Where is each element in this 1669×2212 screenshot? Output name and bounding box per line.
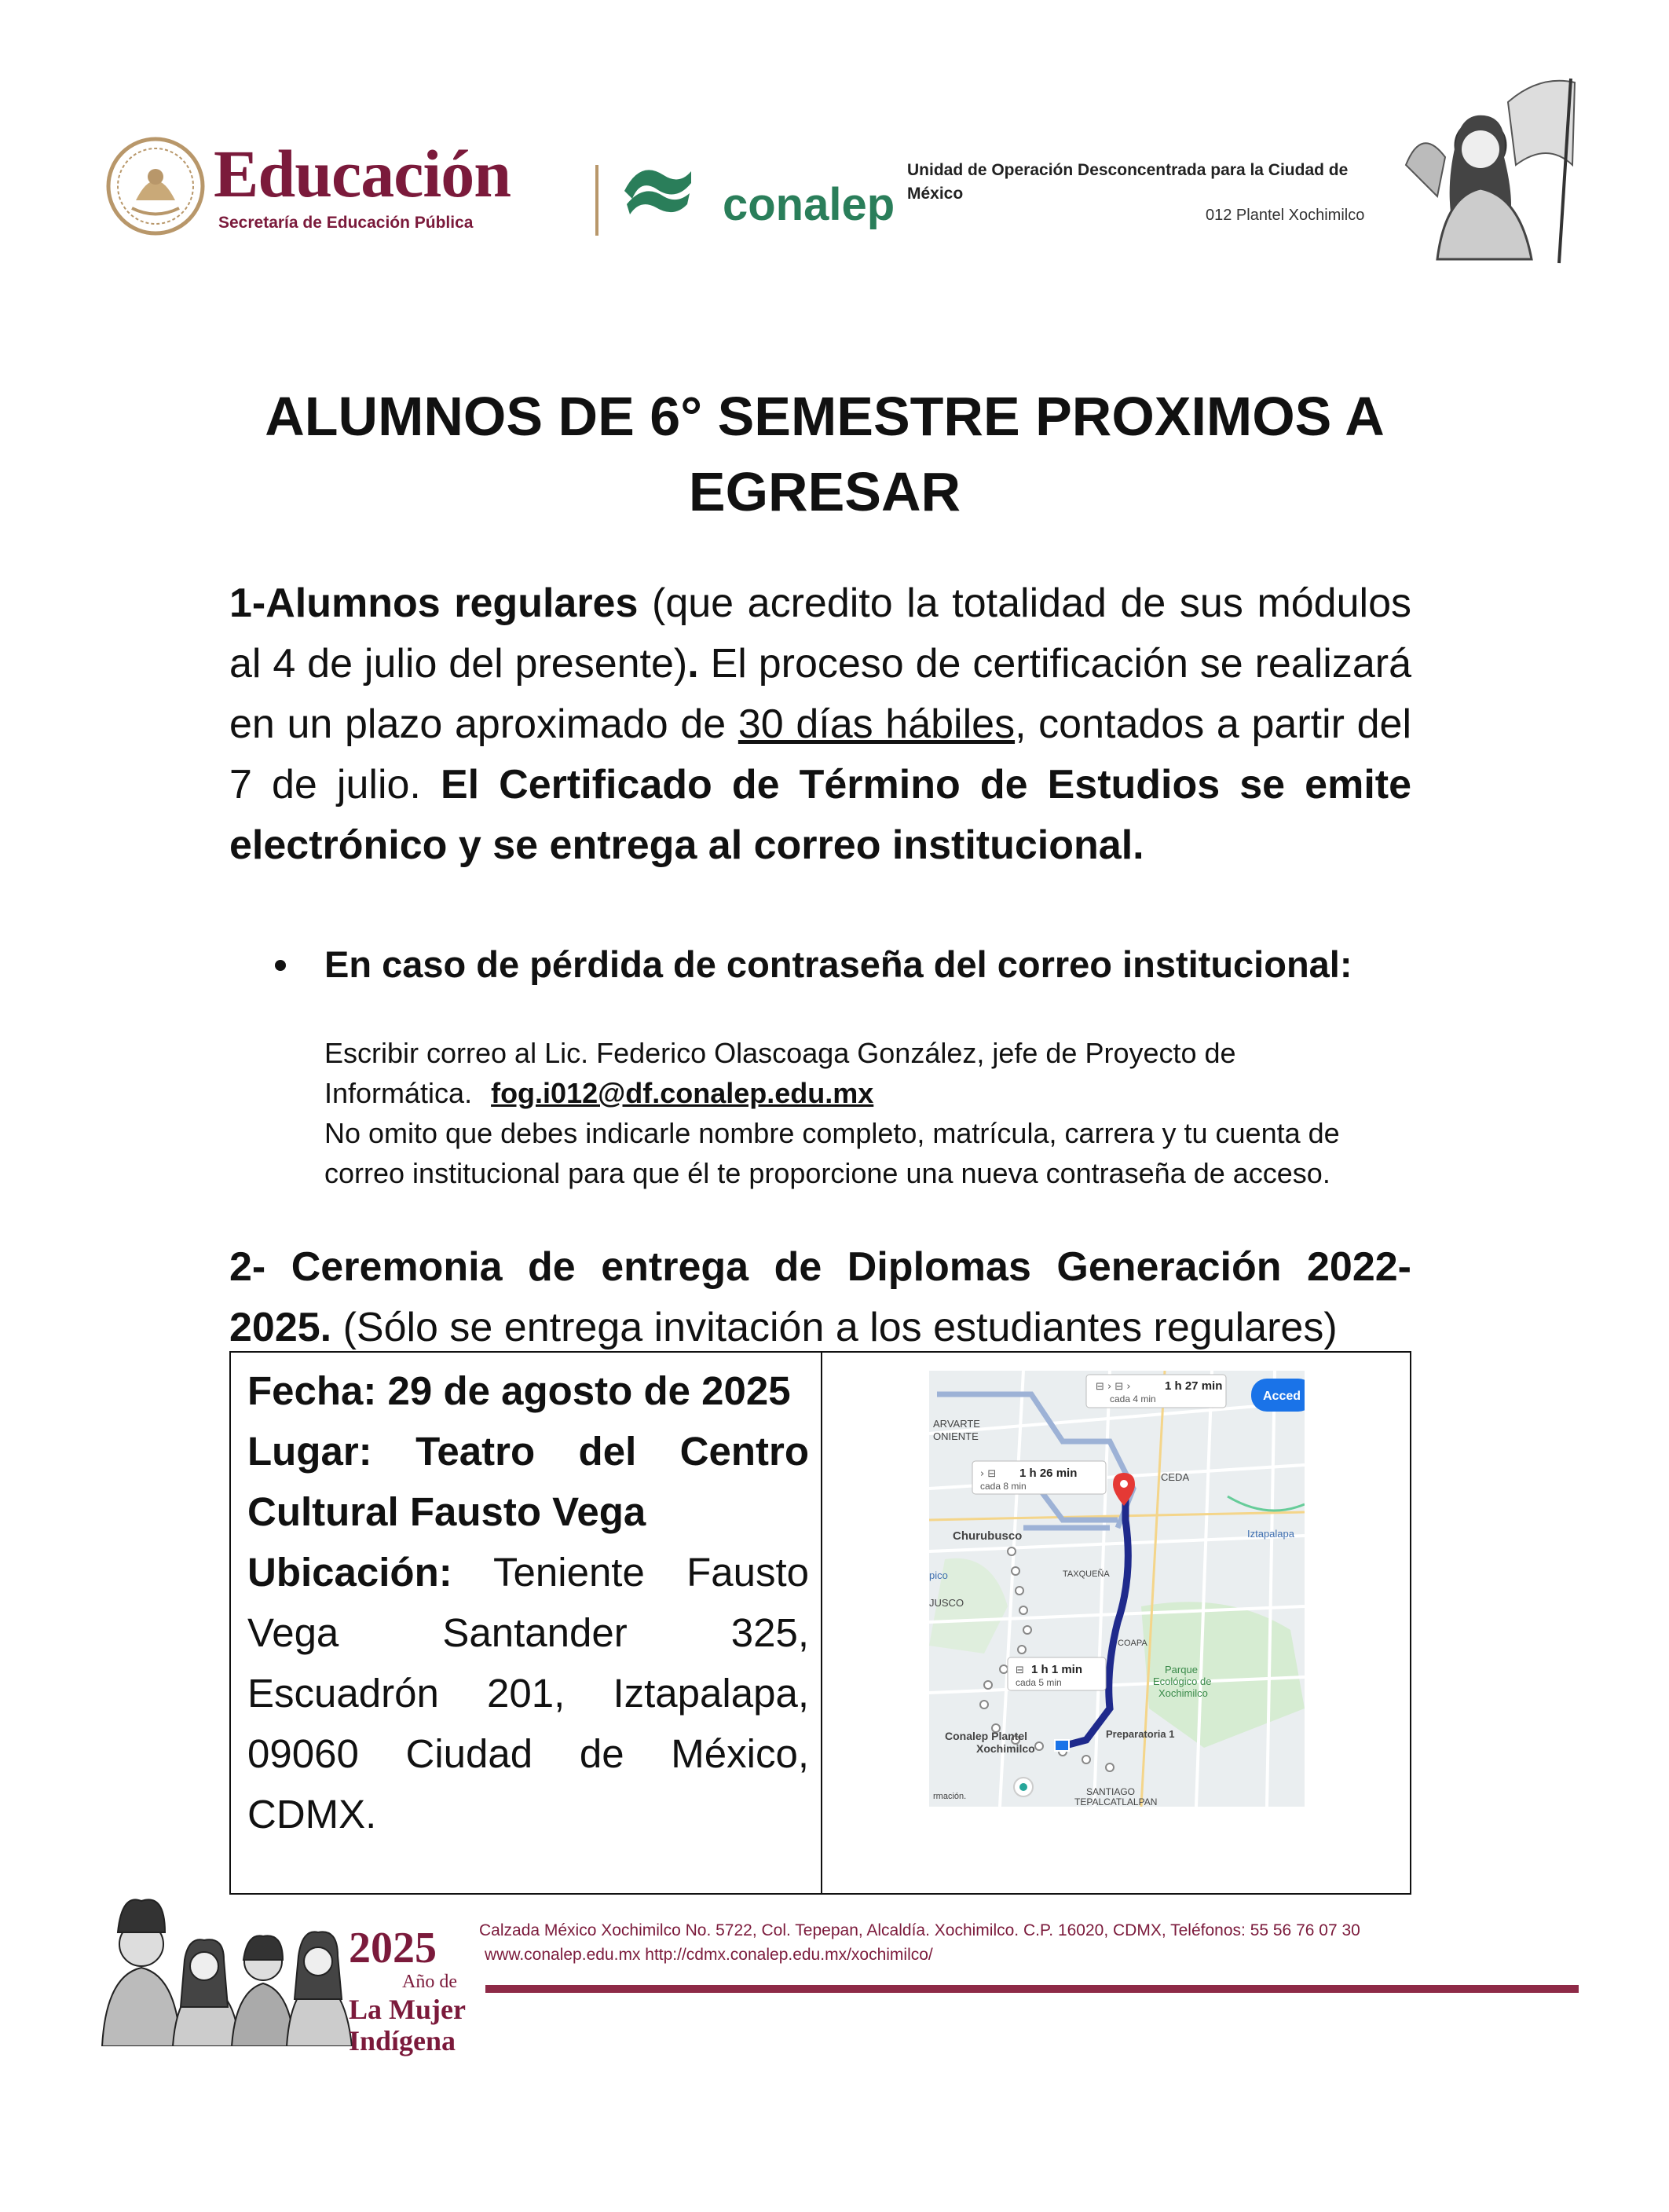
label-iztapalapa: Iztapalapa bbox=[1247, 1528, 1294, 1540]
label-parque: Parque bbox=[1165, 1664, 1198, 1675]
label-info: rmación. bbox=[933, 1792, 967, 1801]
conalep-wordmark: conalep bbox=[723, 179, 895, 230]
label-jusco: JUSCO bbox=[929, 1597, 964, 1609]
label-taxquena: TAXQUEÑA bbox=[1063, 1569, 1110, 1579]
woman-flag-illustration-icon bbox=[1390, 71, 1579, 267]
footer-year: 2025 bbox=[349, 1924, 437, 1972]
footer-address: Calzada México Xochimilco No. 5722, Col. Tepepan, Alcaldía. Xochimilco. C.P. 16020, CDMX, Teléfonos: 55 56 76 07 30 bbox=[479, 1921, 1360, 1939]
header-divider bbox=[595, 165, 598, 236]
label-preparatoria: Preparatoria 1 bbox=[1106, 1728, 1175, 1740]
section-1-paragraph: 1-Alumnos regulares (que acredito la totalidad de sus módulos al 4 de julio del presente). El proceso de certificación se realizará en un plazo aproximado de 30 días hábiles, contados a partir del 7 de julio. El Certificado de Término de Estudios se emite electrónico y se entrega al correo institucional. bbox=[229, 580, 1412, 868]
education-title: Educación bbox=[214, 136, 511, 211]
bullet-icon bbox=[275, 960, 286, 971]
education-subtitle: Secretaría de Educación Pública bbox=[218, 214, 474, 232]
section-2-paragraph: 2- Ceremonia de entrega de Diplomas Generación 2022-2025. (Sólo se entrega invitación a los estudiantes regulares) bbox=[229, 1244, 1411, 1350]
plantel-name: 012 Plantel Xochimilco bbox=[1206, 207, 1365, 224]
section-2-heading: 2- Ceremonia de entrega de Diplomas Generación 2022-2025. bbox=[229, 1244, 1411, 1350]
label-xochimilco-park: Xochimilco bbox=[1158, 1687, 1208, 1699]
deadline-underlined: 30 días hábiles bbox=[738, 701, 1016, 747]
label-churubusco: Churubusco bbox=[953, 1529, 1023, 1543]
table-divider bbox=[821, 1353, 822, 1893]
event-details bbox=[247, 1361, 809, 1844]
event-location: Ubicación: Teniente Fausto Vega Santander 325, Escuadrón 201, Iztapalapa, 09060 Ciudad de México, CDMX. bbox=[247, 1550, 809, 1837]
label-tepalcatlalpan: TEPALCATLALPAN bbox=[1074, 1796, 1158, 1807]
label-ecologico: Ecológico de bbox=[1153, 1675, 1212, 1687]
origin-marker bbox=[1055, 1740, 1069, 1751]
footer-ano-de: Año de bbox=[402, 1972, 457, 1992]
footer-la-mujer: La Mujer bbox=[349, 1994, 466, 2025]
footer-links[interactable]: www.conalep.edu.mx http://cdmx.conalep.edu.mx/xochimilco/ bbox=[485, 1946, 933, 1964]
label-coapa: COAPA bbox=[1118, 1639, 1147, 1648]
page-title: ALUMNOS DE 6° SEMESTRE PROXIMOS A EGRESAR bbox=[265, 386, 1385, 522]
label-arvarte: ARVARTE bbox=[933, 1418, 980, 1430]
footer-indigena: Indígena bbox=[349, 2025, 456, 2056]
mexico-seal-icon bbox=[104, 130, 207, 240]
access-button-label: Acced bbox=[1263, 1390, 1301, 1403]
transit-icon-3: ⊟ bbox=[1016, 1664, 1024, 1676]
route-time-1: 1 h 27 min bbox=[1165, 1379, 1223, 1393]
label-oniente: ONIENTE bbox=[933, 1430, 979, 1442]
label-pico: pico bbox=[929, 1569, 948, 1581]
transit-icons-2: › ⊟ bbox=[980, 1468, 997, 1480]
route-freq-top: cada 4 min bbox=[1110, 1393, 1156, 1404]
transit-icons-1: ⊟ › ⊟ › bbox=[1096, 1381, 1131, 1393]
route-time-2: 1 h 26 min bbox=[1019, 1467, 1078, 1480]
route-freq-3: cada 5 min bbox=[1016, 1677, 1062, 1688]
label-conalep-2: Xochimilco bbox=[976, 1742, 1035, 1755]
label-ceda: CEDA bbox=[1161, 1471, 1190, 1483]
certificate-note: El Certificado de Término de Estudios se emite electrónico y se entrega al correo institucional. bbox=[229, 762, 1412, 868]
password-instructions: Escribir correo al Lic. Federico Olascoaga González, jefe de Proyecto de Informática. fog.i012@df.conalep.edu.mx No omito que debes indicarle nombre completo, matrícula, carrera y tu cuenta de correo institucional para que él te proporcione una nueva contraseña de acceso. bbox=[324, 1037, 1340, 1189]
indigenous-women-illustration-icon bbox=[86, 1889, 353, 2046]
route-map[interactable] bbox=[929, 1371, 1305, 1807]
contact-email-link[interactable]: fog.i012@df.conalep.edu.mx bbox=[491, 1077, 874, 1109]
unit-name: Unidad de Operación Desconcentrada para la Ciudad de México bbox=[907, 161, 1349, 203]
label-santiago: SANTIAGO bbox=[1086, 1786, 1136, 1797]
event-date: Fecha: 29 de agosto de 2025 bbox=[247, 1368, 791, 1413]
route-time-3: 1 h 1 min bbox=[1031, 1663, 1083, 1676]
event-place: Lugar: Teatro del Centro Cultural Fausto Vega bbox=[247, 1429, 809, 1534]
section-1-heading: 1-Alumnos regulares bbox=[229, 580, 639, 626]
password-loss-bullet: En caso de pérdida de contraseña del correo institucional: bbox=[324, 943, 1352, 985]
route-freq-2: cada 8 min bbox=[980, 1481, 1027, 1492]
label-conalep-1: Conalep Plantel bbox=[945, 1730, 1028, 1742]
conalep-logo-icon bbox=[620, 156, 695, 222]
footer-bar bbox=[485, 1985, 1579, 1993]
